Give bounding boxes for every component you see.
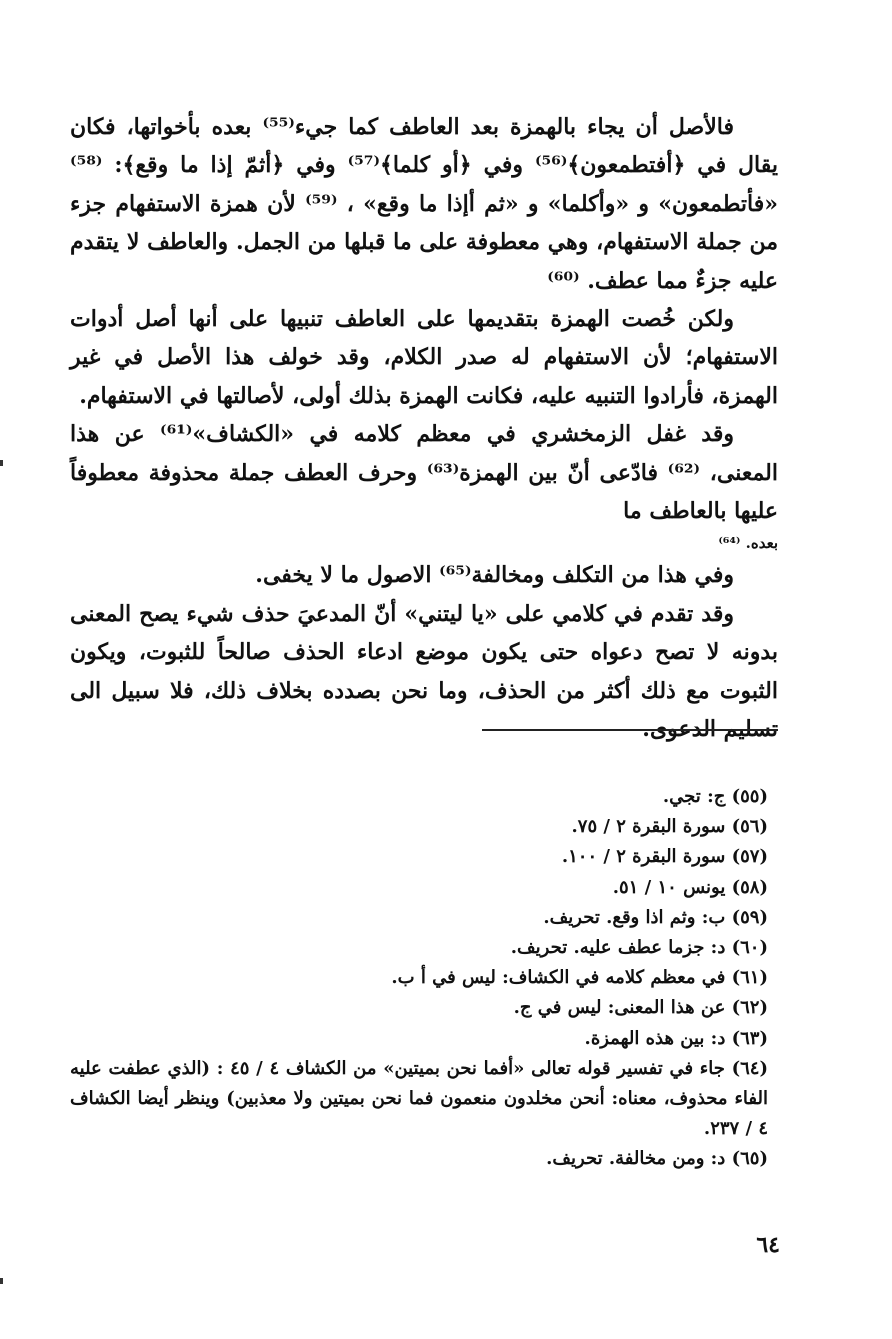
paragraph-1: فالأصل أن يجاء بالهمزة بعد العاطف كما جيء⁽⁵⁵⁾ بعده بأخواتها، فكان يقال في ﴿أفتطمعون﴾⁽⁵⁶⁾ وفي ﴿أو كلما﴾⁽⁵⁷⁾ وفي ﴿أثمّ إذا ما وقع﴾: ⁽⁵⁸⁾ «فأتطمعون» و «وأكلما» و «ثم أإذا ما وقع» ، ⁽⁵⁹⁾ لأن همزة الاستفهام جزء من جملة الاستفهام، وهي معطوفة على ما قبلها من الجمل. والعاطف لا يتقدم عليه جزءٌ مما عطف. ⁽⁶⁰⁾ — [70, 114, 778, 294]
footnote-62: (٦٢) عن هذا المعنى: ليس في ج. — [513, 997, 768, 1019]
page-number: ٦٤ — [756, 1232, 780, 1258]
paragraph-2: ولكن خُصت الهمزة بتقديمها على العاطف تنبيها على أنها أصل أدوات الاستفهام؛ لأن الاستفهام له صدر الكلام، وقد خولف هذا الأصل في غير الهمزة، فأرادوا التنبيه عليه، فكانت الهمزة بذلك أولى، لأصالتها في الاستفهام. — [70, 306, 778, 409]
footnote-58: (٥٨) يونس ١٠ / ٥١. — [612, 876, 768, 898]
paragraph-3-end: بعده. ⁽⁶⁴⁾ — [718, 534, 778, 553]
footnote-61: (٦١) في معظم كلامه في الكشاف: ليس في أ ب. — [391, 967, 768, 989]
scan-edge-mark — [0, 1278, 3, 1284]
paragraph-4: وفي هذا من التكلف ومخالفة⁽⁶⁵⁾ الاصول ما لا يخفى. — [255, 562, 734, 589]
footnote-63: (٦٣) د: بين هذه الهمزة. — [584, 1027, 768, 1049]
footnotes — [70, 782, 768, 1175]
scan-edge-mark — [0, 460, 3, 466]
footnote-64: (٦٤) جاء في تفسير قوله تعالى «أفما نحن بميتين» من الكشاف ٤ / ٤٥ : (الذي عطفت عليه الفاء محذوف، معناه: أنحن مخلدون منعمون فما نحن بميتين ولا معذبين) وينظر أيضا الكشاف ٤ / ٢٣٧. — [70, 1057, 768, 1140]
footnote-55: (٥٥) ج: تجي. — [662, 786, 768, 807]
footnote-57: (٥٧) سورة البقرة ٢ / ١٠٠. — [561, 846, 768, 868]
footnote-56: (٥٦) سورة البقرة ٢ / ٧٥. — [571, 816, 768, 838]
paragraph-5: وقد تقدم في كلامي على «يا ليتني» أنّ المدعيَ حذف شيء يصح المعنى بدونه لا تصح دعواه حتى يكون موضع ادعاء الحذف صالحاً للثبوت، ويكون الثبوت مع ذلك أكثر من الحذف، وما نحن بصدده بخلاف ذلك، فلا سبيل الى تسليم الدعوى. — [70, 600, 778, 743]
main-text — [70, 108, 778, 749]
paragraph-3: وقد غفل الزمخشري في معظم كلامه في «الكشاف»⁽⁶¹⁾ عن هذا المعنى، ⁽⁶²⁾ فادّعى أنّ بين الهمزة⁽⁶³⁾ وحرف العطف جملة محذوفة معطوفاً عليها بالعاطف ما — [70, 421, 778, 525]
footnote-60: (٦٠) د: جزما عطف عليه. تحريف. — [510, 937, 768, 959]
footnote-65: (٦٥) د: ومن مخالفة. تحريف. — [546, 1148, 768, 1170]
footnote-separator — [482, 729, 778, 731]
footnote-59: (٥٩) ب: وثم اذا وقع. تحريف. — [543, 906, 768, 928]
